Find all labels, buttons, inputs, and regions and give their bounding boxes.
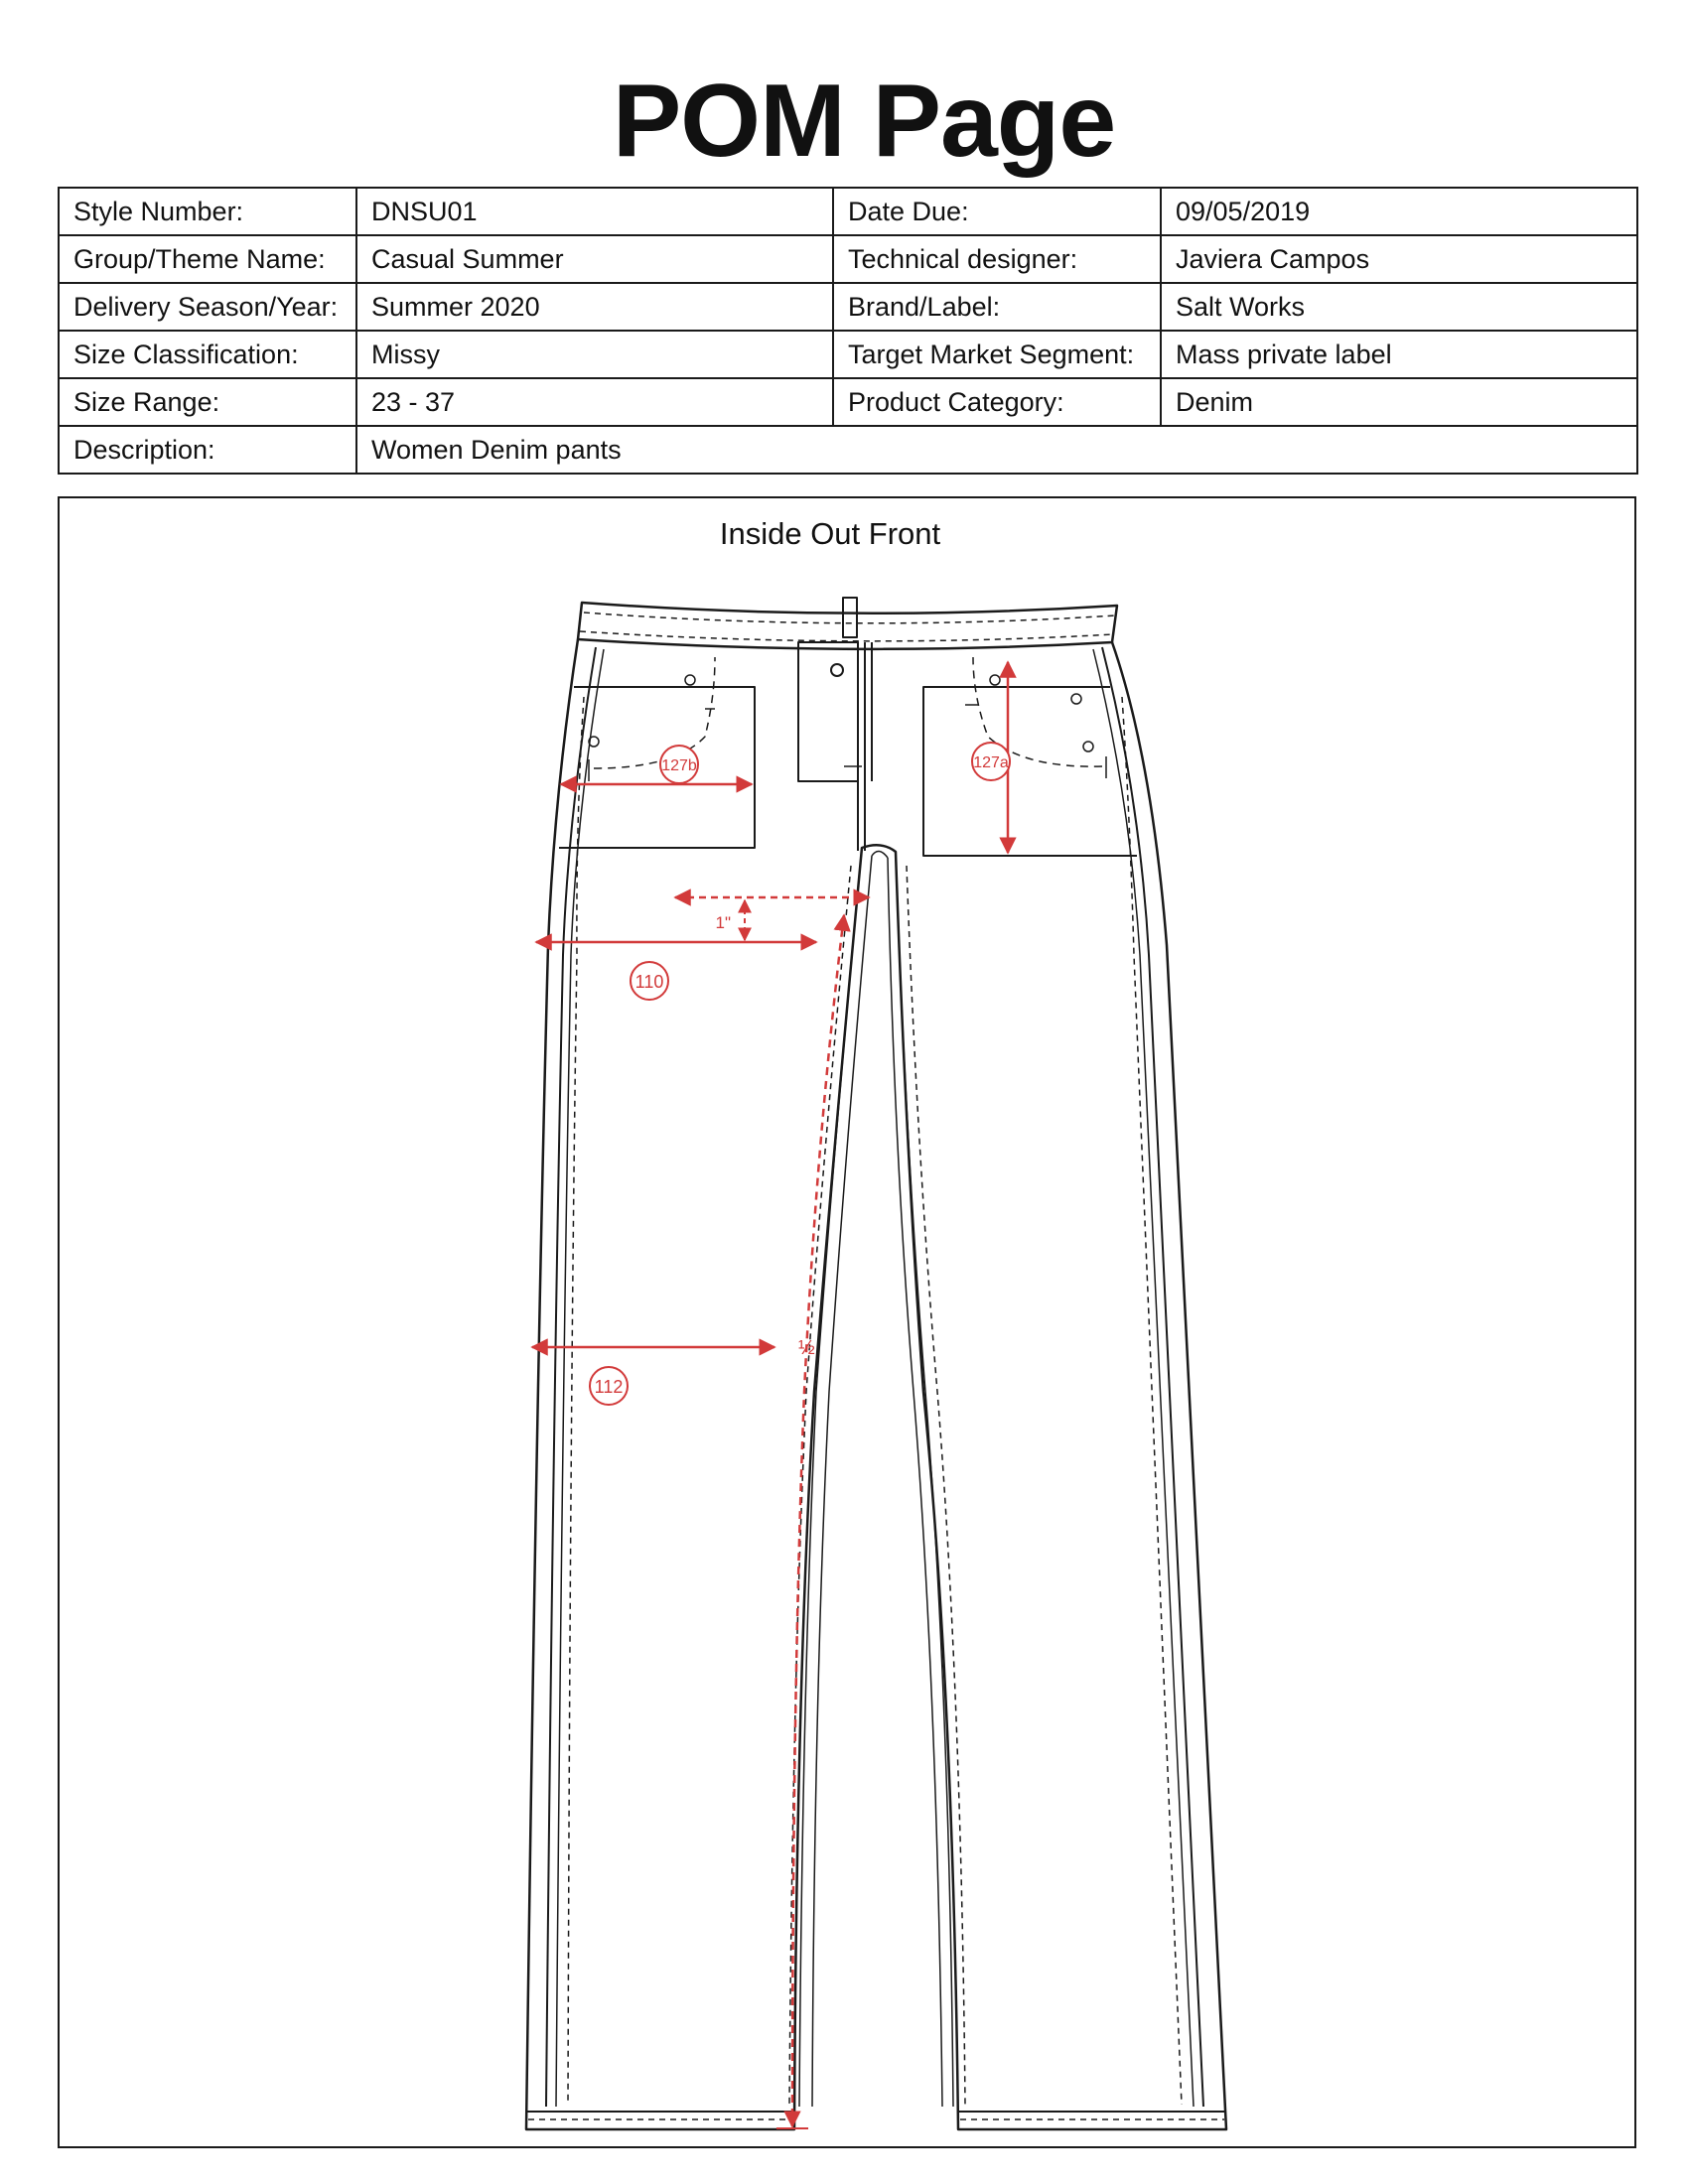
fly-facing (798, 642, 858, 781)
pom-127b-text: 127b (661, 757, 697, 774)
pom-label-112 (590, 1367, 628, 1405)
pom-below-crotch-text: 1" (715, 913, 731, 932)
pom-label-127a (972, 743, 1010, 780)
info-row (59, 283, 1637, 331)
group-theme-label: Group/Theme Name: (59, 235, 356, 283)
garment-outline (526, 598, 1226, 2129)
pants-outline (526, 639, 1226, 2129)
delivery-season-label: Delivery Season/Year: (59, 283, 356, 331)
technical-designer-value: Javiera Campos (1161, 235, 1637, 283)
pom-inseam-arrow (792, 915, 844, 2126)
product-category-value: Denim (1161, 378, 1637, 426)
description-label: Description: (59, 426, 356, 474)
info-row (59, 188, 1637, 235)
button-icon (831, 664, 843, 676)
style-number-value: DNSU01 (356, 188, 833, 235)
group-theme-value: Casual Summer (356, 235, 833, 283)
size-range-label: Size Range: (59, 378, 356, 426)
info-row (59, 331, 1637, 378)
pom-inseam-text: ½ (798, 1337, 815, 1359)
target-market-label: Target Market Segment: (833, 331, 1161, 378)
description-value: Women Denim pants (356, 426, 1637, 474)
technical-drawing-panel (58, 496, 1636, 2148)
page-title: POM Page (612, 64, 1116, 179)
right-pocket-bag (923, 687, 1137, 856)
pom-112-text: 112 (594, 1377, 624, 1397)
brand-label-value: Salt Works (1161, 283, 1637, 331)
pom-110-text: 110 (634, 972, 664, 992)
pom-label-127b (660, 746, 698, 783)
info-row (59, 426, 1637, 474)
technical-designer-label: Technical designer: (833, 235, 1161, 283)
product-category-label: Product Category: (833, 378, 1161, 426)
view-title: Inside Out Front (719, 516, 941, 551)
style-number-label: Style Number: (59, 188, 356, 235)
date-due-value: 09/05/2019 (1161, 188, 1637, 235)
date-due-label: Date Due: (833, 188, 1161, 235)
spec-info-table (58, 187, 1638, 475)
pom-labels (590, 743, 1010, 1405)
size-classification-label: Size Classification: (59, 331, 356, 378)
target-market-value: Mass private label (1161, 331, 1637, 378)
pom-127a-text: 127a (973, 754, 1009, 771)
size-range-value: 23 - 37 (356, 378, 833, 426)
info-row (59, 235, 1637, 283)
size-classification-value: Missy (356, 331, 833, 378)
pom-label-110 (631, 962, 668, 1000)
info-row (59, 378, 1637, 426)
brand-label-label: Brand/Label: (833, 283, 1161, 331)
delivery-season-value: Summer 2020 (356, 283, 833, 331)
pants-flat-sketch (60, 498, 1634, 2146)
